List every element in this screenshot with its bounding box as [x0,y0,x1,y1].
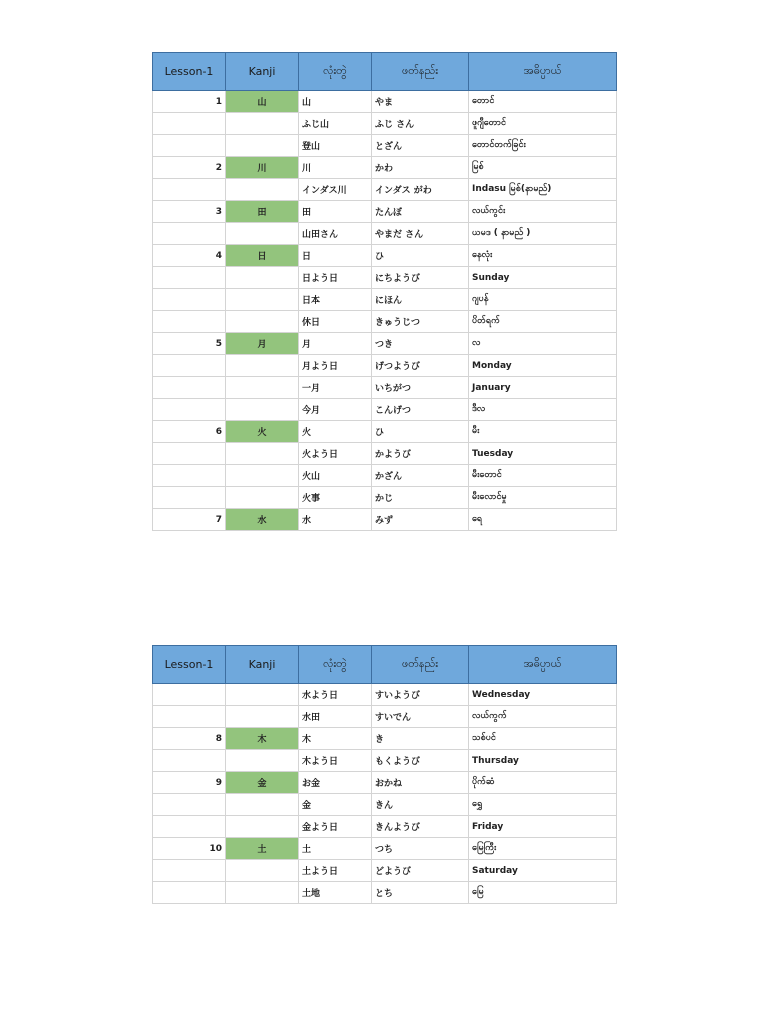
table-row [153,838,617,860]
lesson-number-cell: 6 [153,421,226,443]
reading-cell: とざん [372,135,469,157]
kanji-cell [226,223,299,245]
lesson-number-cell: 4 [153,245,226,267]
meaning-cell: တောင်တက်ခြင်း [469,135,617,157]
word-cell: 火 [299,421,372,443]
lesson-number-cell [153,443,226,465]
kanji-cell [226,443,299,465]
reading-cell: き [372,728,469,750]
table-row [153,289,617,311]
lesson-number-cell [153,860,226,882]
lesson-number-cell [153,684,226,706]
reading-cell: たんぼ [372,201,469,223]
lesson-number-cell [153,311,226,333]
lesson-number-cell [153,223,226,245]
lesson-number-cell [153,267,226,289]
kanji-cell [226,311,299,333]
table-row [153,179,617,201]
kanji-cell: 日 [226,245,299,267]
kanji-cell: 川 [226,157,299,179]
meaning-cell: မီးလောင်မှု [469,487,617,509]
word-cell: 山田さん [299,223,372,245]
lesson-number-cell [153,465,226,487]
lesson-number-cell [153,399,226,421]
table-row [153,113,617,135]
header-meaning: အဓိပ္ပာယ် [469,53,617,91]
lesson-number-cell [153,377,226,399]
reading-cell: げつようび [372,355,469,377]
table-body [153,684,617,904]
reading-cell: もくようび [372,750,469,772]
meaning-cell: နေလုံး [469,245,617,267]
table-row [153,443,617,465]
kanji-cell [226,487,299,509]
word-cell: 金 [299,794,372,816]
kanji-cell: 水 [226,509,299,531]
meaning-cell: ရွှေ [469,794,617,816]
kanji-cell: 山 [226,91,299,113]
table-row [153,728,617,750]
table-row [153,333,617,355]
kanji-cell: 土 [226,838,299,860]
kanji-cell [226,684,299,706]
lesson-number-cell: 5 [153,333,226,355]
table-row [153,311,617,333]
meaning-cell: ယမဒ ( နာမည် ) [469,223,617,245]
table-row [153,509,617,531]
kanji-cell [226,882,299,904]
word-cell: 登山 [299,135,372,157]
meaning-cell: ဒီလ [469,399,617,421]
kanji-cell [226,465,299,487]
kanji-cell [226,816,299,838]
word-cell: 火山 [299,465,372,487]
meaning-cell: မြစ် [469,157,617,179]
kanji-cell: 木 [226,728,299,750]
table-row [153,860,617,882]
kanji-cell [226,113,299,135]
header-kanji: Kanji [226,646,299,684]
table-row [153,135,617,157]
meaning-cell: လ [469,333,617,355]
table-body [153,91,617,531]
table-row [153,245,617,267]
lesson-number-cell: 2 [153,157,226,179]
kanji-cell [226,860,299,882]
header-word: လုံးတွဲ [299,53,372,91]
table-header-row [153,53,617,91]
word-cell: 山 [299,91,372,113]
lesson-number-cell: 9 [153,772,226,794]
table-row [153,706,617,728]
meaning-cell: Friday [469,816,617,838]
meaning-cell: မြေ [469,882,617,904]
word-cell: 今月 [299,399,372,421]
header-word: လုံးတွဲ [299,646,372,684]
reading-cell: いちがつ [372,377,469,399]
word-cell: 田 [299,201,372,223]
lesson-number-cell [153,355,226,377]
kanji-cell [226,355,299,377]
reading-cell: やま [372,91,469,113]
kanji-cell: 金 [226,772,299,794]
meaning-cell: ဂျပန် [469,289,617,311]
header-meaning: အဓိပ္ပာယ် [469,646,617,684]
word-cell: インダス川 [299,179,372,201]
kanji-cell [226,706,299,728]
reading-cell: ひ [372,421,469,443]
table-row [153,377,617,399]
reading-cell: かじ [372,487,469,509]
meaning-cell: သစ်ပင် [469,728,617,750]
word-cell: 木よう日 [299,750,372,772]
header-lesson: Lesson-1 [153,53,226,91]
reading-cell: にちようび [372,267,469,289]
header-reading: ဖတ်နည်း [372,53,469,91]
table-row [153,399,617,421]
kanji-cell [226,267,299,289]
reading-cell: にほん [372,289,469,311]
kanji-cell [226,794,299,816]
word-cell: 川 [299,157,372,179]
kanji-cell [226,377,299,399]
meaning-cell: ဖူဂျီတောင် [469,113,617,135]
reading-cell: やまだ さん [372,223,469,245]
reading-cell: おかね [372,772,469,794]
reading-cell: すいでん [372,706,469,728]
meaning-cell: ရေ [469,509,617,531]
word-cell: 水 [299,509,372,531]
word-cell: 日 [299,245,372,267]
table-row [153,772,617,794]
meaning-cell: မြေကြီး [469,838,617,860]
lesson-number-cell [153,179,226,201]
table-row [153,684,617,706]
table-row [153,157,617,179]
kanji-cell [226,179,299,201]
lesson-number-cell [153,750,226,772]
table-row [153,267,617,289]
lesson-table-1 [152,52,617,531]
reading-cell: つき [372,333,469,355]
meaning-cell: မီး [469,421,617,443]
word-cell: ふじ山 [299,113,372,135]
reading-cell: つち [372,838,469,860]
kanji-cell: 火 [226,421,299,443]
table-row [153,223,617,245]
lesson-number-cell [153,882,226,904]
header-kanji: Kanji [226,53,299,91]
lesson-number-cell [153,289,226,311]
word-cell: 休日 [299,311,372,333]
word-cell: 日本 [299,289,372,311]
word-cell: 水田 [299,706,372,728]
meaning-cell: Indasu မြစ်(နာမည်) [469,179,617,201]
reading-cell: かざん [372,465,469,487]
lesson-number-cell [153,487,226,509]
table-row [153,487,617,509]
table-row [153,794,617,816]
lesson-number-cell: 7 [153,509,226,531]
word-cell: 日よう日 [299,267,372,289]
word-cell: 火よう日 [299,443,372,465]
reading-cell: きん [372,794,469,816]
reading-cell: きゅうじつ [372,311,469,333]
kanji-cell: 田 [226,201,299,223]
reading-cell: どようび [372,860,469,882]
meaning-cell: လယ်ကွက် [469,706,617,728]
reading-cell: とち [372,882,469,904]
table-row [153,91,617,113]
table-row [153,465,617,487]
meaning-cell: တောင် [469,91,617,113]
word-cell: 土地 [299,882,372,904]
word-cell: 一月 [299,377,372,399]
lesson-number-cell [153,113,226,135]
table-row [153,421,617,443]
meaning-cell: January [469,377,617,399]
lesson-number-cell [153,794,226,816]
meaning-cell: Wednesday [469,684,617,706]
word-cell: 土よう日 [299,860,372,882]
lesson-table-2 [152,645,617,904]
meaning-cell: လယ်ကွင်း [469,201,617,223]
reading-cell: きんようび [372,816,469,838]
kanji-cell [226,399,299,421]
lesson-number-cell: 8 [153,728,226,750]
word-cell: 土 [299,838,372,860]
meaning-cell: ပိုက်ဆံ [469,772,617,794]
meaning-cell: ပိတ်ရက် [469,311,617,333]
word-cell: 水よう日 [299,684,372,706]
word-cell: 金よう日 [299,816,372,838]
reading-cell: みず [372,509,469,531]
reading-cell: インダス がわ [372,179,469,201]
meaning-cell: Monday [469,355,617,377]
table-row [153,201,617,223]
table-row [153,355,617,377]
lesson-number-cell [153,135,226,157]
reading-cell: かわ [372,157,469,179]
table-row [153,750,617,772]
reading-cell: こんげつ [372,399,469,421]
meaning-cell: Tuesday [469,443,617,465]
meaning-cell: မီးတောင် [469,465,617,487]
header-lesson: Lesson-1 [153,646,226,684]
word-cell: 月 [299,333,372,355]
kanji-cell [226,289,299,311]
word-cell: 月よう日 [299,355,372,377]
word-cell: 火事 [299,487,372,509]
table-row [153,816,617,838]
lesson-number-cell: 10 [153,838,226,860]
table-row [153,882,617,904]
lesson-number-cell: 3 [153,201,226,223]
meaning-cell: Saturday [469,860,617,882]
lesson-number-cell [153,816,226,838]
reading-cell: ひ [372,245,469,267]
kanji-cell: 月 [226,333,299,355]
reading-cell: かようび [372,443,469,465]
kanji-cell [226,750,299,772]
word-cell: 木 [299,728,372,750]
table-header-row [153,646,617,684]
meaning-cell: Thursday [469,750,617,772]
word-cell: お金 [299,772,372,794]
reading-cell: すいようび [372,684,469,706]
kanji-cell [226,135,299,157]
reading-cell: ふじ さん [372,113,469,135]
header-reading: ဖတ်နည်း [372,646,469,684]
lesson-number-cell: 1 [153,91,226,113]
lesson-number-cell [153,706,226,728]
meaning-cell: Sunday [469,267,617,289]
